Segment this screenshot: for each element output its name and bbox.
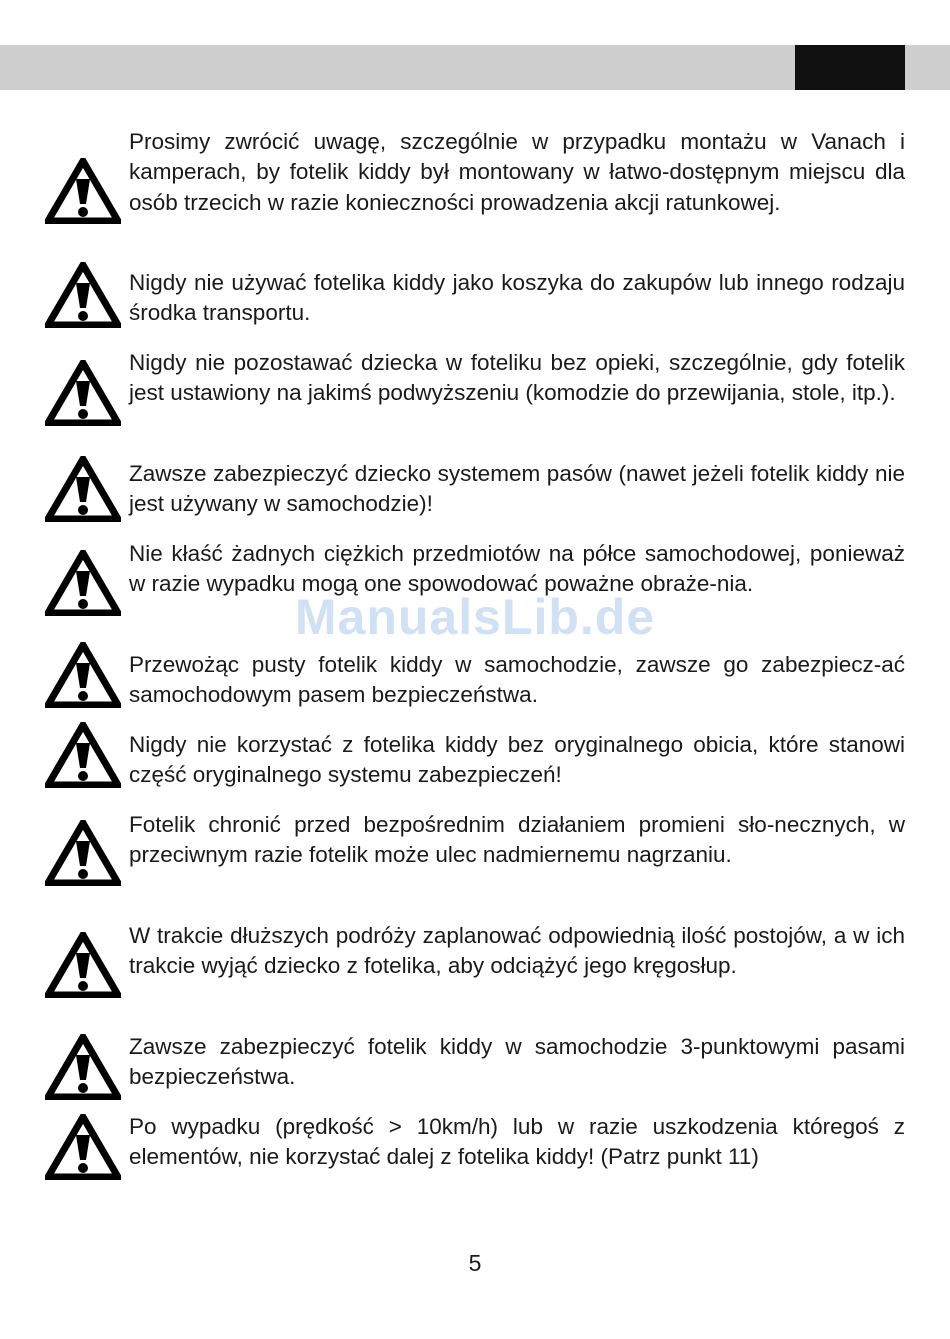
warning-triangle-icon [45, 158, 121, 224]
warning-text: Zawsze zabezpieczyć dziecko systemem pasów (nawet jeżeli fotelik kiddy nie jest używany w samochodzie)! [129, 461, 905, 517]
page-number: 5 [468, 1250, 482, 1276]
warning-text: Fotelik chronić przed bezpośrednim działaniem promieni sło-necznych, w przeciwnym razie fotelik może ulec nadmiernemu nagrzaniu. [129, 812, 905, 868]
warning-text: Nigdy nie korzystać z fotelika kiddy bez oryginalnego obicia, które stanowi część oryginalnego systemu zabezpieczeń! [129, 732, 905, 788]
warning-triangle-icon [45, 722, 121, 788]
watermark: ManualsLib.de [294, 589, 656, 645]
warning-triangle-icon [45, 1034, 121, 1100]
warning-triangle-icon [45, 360, 121, 426]
warning-text: Po wypadku (prędkość > 10km/h) lub w razie uszkodzenia któregoś z elementów, nie korzystać dalej z fotelika kiddy! (Patrz punkt 11) [129, 1114, 905, 1170]
warning-text: Nie kłaść żadnych ciężkich przedmiotów na półce samochodowej, ponieważ w razie wypadku mogą one spowodować poważne obraże-nia. [129, 541, 905, 597]
warning-triangle-icon [45, 820, 121, 886]
warning-triangle-icon [45, 550, 121, 616]
warning-triangle-icon [45, 642, 121, 708]
warning-text: Zawsze zabezpieczyć fotelik kiddy w samochodzie 3-punktowymi pasami bezpieczeństwa. [129, 1034, 905, 1090]
warning-triangle-icon [45, 1114, 121, 1180]
warning-text: Przewożąc pusty fotelik kiddy w samochodzie, zawsze go zabezpiecz-ać samochodowym pasem bezpieczeństwa. [129, 652, 905, 708]
warning-text: Nigdy nie używać fotelika kiddy jako koszyka do zakupów lub innego rodzaju środka transportu. [129, 270, 905, 326]
warning-text: Nigdy nie pozostawać dziecka w foteliku bez opieki, szczególnie, gdy fotelik jest ustawiony na jakimś podwyższeniu (komodzie do przewijania, stole, itp.). [129, 350, 905, 406]
warning-triangle-icon [45, 456, 121, 522]
warning-text: W trakcie dłuższych podróży zaplanować odpowiednią ilość postojów, a w ich trakcie wyjąć dziecko z fotelika, aby odciążyć jego kręgosłup. [129, 923, 905, 979]
warning-text: Prosimy zwrócić uwagę, szczególnie w przypadku montażu w Vanach i kamperach, by fotelik kiddy był montowany w łatwo-dostępnym miejscu dla osób trzecich w razie konieczności prowadzenia akcji ratunkowej. [129, 129, 905, 215]
warning-triangle-icon [45, 932, 121, 998]
warning-triangle-icon [45, 262, 121, 328]
